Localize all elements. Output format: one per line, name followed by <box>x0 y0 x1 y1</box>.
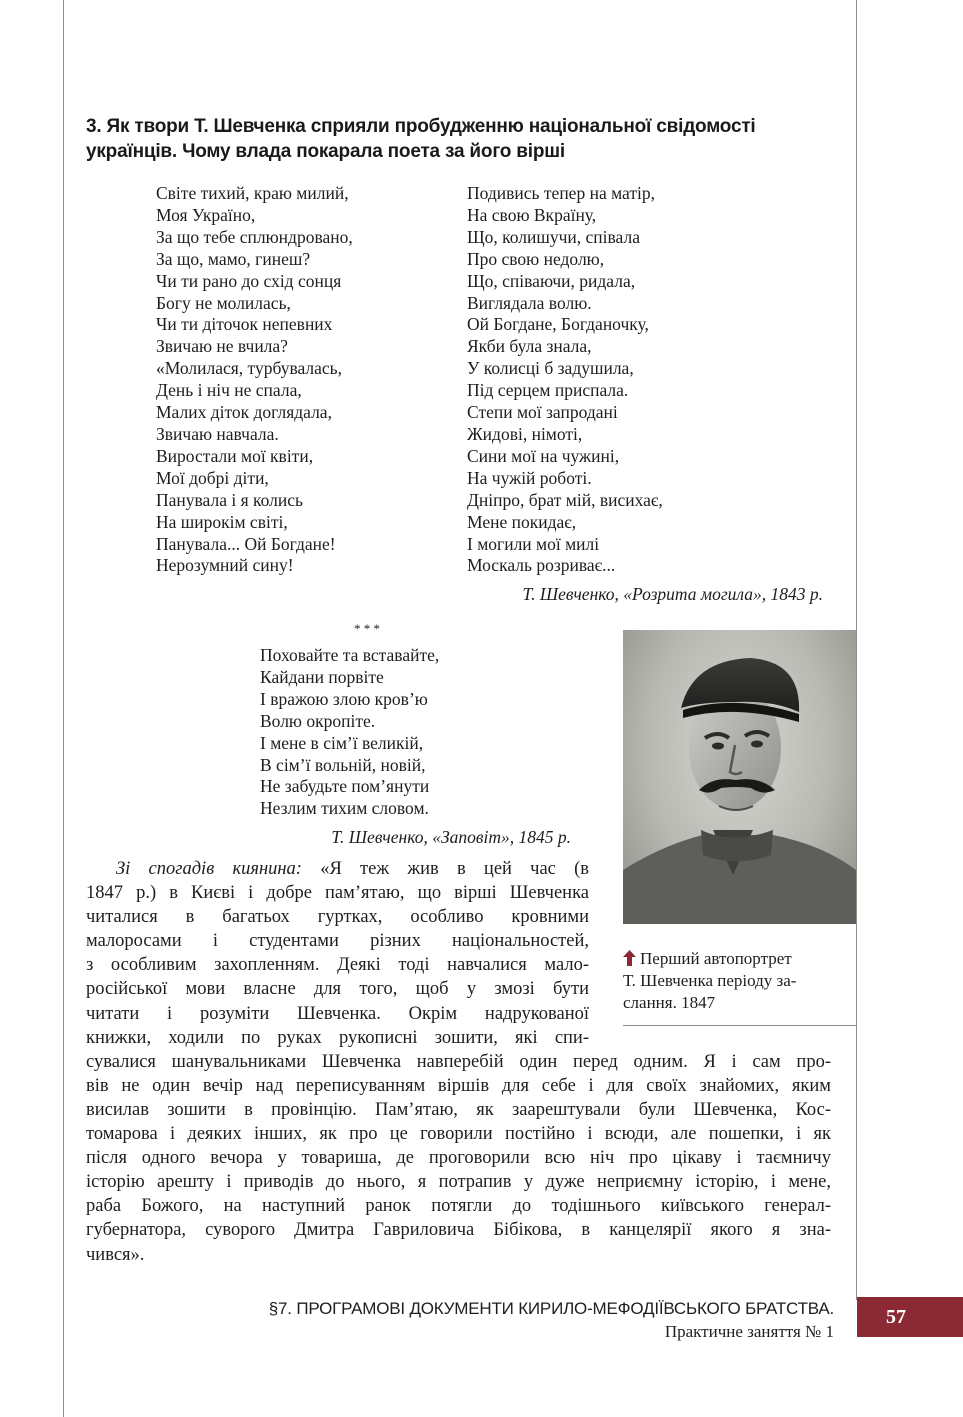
verse-line: Малих діток доглядала, <box>156 402 332 423</box>
memoir-line: малоросами і студентами різних національностей, <box>86 931 589 952</box>
memoir-line: губернатора, суворого Дмитра Гавриловича Бібікова, в канцелярії якого я зна- <box>86 1220 831 1241</box>
verse-line: Жидові, німоті, <box>467 423 583 444</box>
memoir-line: чився». <box>86 1244 145 1265</box>
caption-line: Т. Шевченка періоду за- <box>623 971 797 990</box>
verse-line: Поховайте та вставайте, <box>260 645 440 665</box>
verse-line: День і ніч не спала, <box>156 380 302 401</box>
poem-left-column <box>156 183 353 577</box>
poem-attribution: Т. Шевченко, «Розрита могила», 1843 р. <box>522 584 823 604</box>
caption-line: слання. 1847 <box>623 993 716 1012</box>
memoir-line: читати і розуміти Шевченка. Окрім надрукованої <box>86 1003 589 1024</box>
verse-line: Чи ти рано до схід сонця <box>156 270 342 291</box>
zapovit-stanza <box>260 645 439 820</box>
verse-line: Мої добрі діти, <box>156 467 269 488</box>
verse-line: Москаль розриває... <box>467 555 616 576</box>
verse-line: Степи мої запродані <box>467 402 618 423</box>
verse-line: Сини мої на чужині, <box>467 445 620 466</box>
page-number-badge <box>857 1297 963 1337</box>
memoir-line: вів не один вечір над переписуванням віршів для себе і для своїх знайомих, яким <box>86 1075 831 1096</box>
verse-line: Виглядала волю. <box>467 292 592 313</box>
memoir-line: 1847 р.) в Києві і добре пам’ятаю, що вірші Шевченка <box>86 883 589 904</box>
caption-text: Перший автопортрет <box>640 949 792 968</box>
verse-line: Чи ти діточок непевних <box>156 314 333 335</box>
verse-line: Що, співаючи, ридала, <box>467 270 636 291</box>
memoir-line: з особливим захопленням. Деякі тоді навчалися мало- <box>86 955 589 976</box>
memoir-line: російської мови власне для того, щоб у змозі бути <box>86 979 589 1000</box>
verse-line: На свою Вкраїну, <box>467 204 597 225</box>
verse-line: Світе тихий, краю милий, <box>156 183 349 203</box>
memoir-line: висилав зошити в провінцію. Пам’ятаю, як заарештували були Шевченка, Кос- <box>86 1099 831 1120</box>
verse-line: Богу не молилась, <box>156 292 291 313</box>
memoir-line <box>86 857 589 881</box>
verse-line: Панувала... Ой Богдане! <box>156 533 336 554</box>
right-margin-rule <box>856 0 857 1300</box>
verse-line: І вражою злою кров’ю <box>260 688 428 709</box>
memoir-text: «Я теж жив в цей час (в <box>320 859 590 879</box>
verse-line: Ой Богдане, Богданочку, <box>467 314 649 335</box>
verse-line: Що, колишучи, співала <box>467 226 640 247</box>
question-line: українців. Чому влада покарала поета за його вірші <box>86 141 565 162</box>
verse-line: Нерозумний сину! <box>156 555 294 576</box>
verse-line: Волю окропіте. <box>260 710 376 731</box>
verse-line: Дніпро, брат мій, висихає, <box>467 489 663 510</box>
verse-line: Не забудьте пом’янути <box>260 776 430 797</box>
verse-line: За що тебе сплюндровано, <box>156 226 353 247</box>
left-margin-rule <box>63 0 64 1417</box>
memoir-paragraph <box>86 857 831 1267</box>
memoir-line: історію арешту і приводів до нього, я потрапив у дуже неприємну історію, і мене, <box>86 1172 831 1193</box>
verse-line: Звичаю навчала. <box>156 423 279 444</box>
memoir-line: томарова і деяких інших, як про це говорили постійно і всюди, але пошепки, і як <box>86 1124 831 1145</box>
memoir-line: книжки, ходили по руках рукописні зошити, які спи- <box>86 1027 589 1048</box>
verse-line: Моя Україно, <box>156 204 256 225</box>
verse-line: І могили мої милі <box>467 533 600 554</box>
verse-line: Звичаю не вчила? <box>156 336 288 357</box>
verse-line: Мене покидає, <box>467 511 577 532</box>
verse-line: Незлим тихим словом. <box>260 798 429 819</box>
verse-line: Про свою недолю, <box>467 248 605 269</box>
stanza-attribution: Т. Шевченко, «Заповіт», 1845 р. <box>331 827 571 847</box>
memoir-lead: Зі спогадів киянина: <box>116 859 302 879</box>
verse-line: В сім’ї вольній, новій, <box>260 754 426 775</box>
verse-line: Панувала і я колись <box>156 489 303 510</box>
verse-line: І мене в сім’ї великій, <box>260 732 424 753</box>
verse-line: Якби була знала, <box>467 336 592 357</box>
stanza-separator: * * * <box>354 621 380 636</box>
verse-line: На широкім світі, <box>156 511 288 532</box>
chapter-title: §7. ПРОГРАМОВІ ДОКУМЕНТИ КИРИЛО-МЕФОДІЇВСЬКОГО БРАТСТВА. <box>268 1299 834 1318</box>
verse-line: На чужій роботі. <box>467 467 592 488</box>
poem-right-column <box>467 183 663 577</box>
verse-line: Подивись тепер на матір, <box>467 183 655 203</box>
memoir-line: після одного вечора у товариша, де проговорили всю ніч про цікаву і таємничу <box>86 1148 831 1169</box>
question-line: 3. Як твори Т. Шевченка сприяли пробудженню національної свідомості <box>86 116 756 137</box>
verse-line: Кайдани порвіте <box>260 666 384 687</box>
question-heading <box>86 114 846 164</box>
page-number: 57 <box>886 1305 906 1328</box>
verse-line: У колисці б задушила, <box>467 358 634 379</box>
chapter-subtitle: Практичне заняття № 1 <box>664 1322 834 1341</box>
memoir-line: раба Божого, на наступний ранок потягли до тодішнього київського генерал- <box>86 1196 831 1217</box>
verse-line: «Молилася, турбувалась, <box>156 358 343 379</box>
memoir-line: сувалися шанувальниками Шевченка навперебій один перед одним. Я і сам про- <box>86 1051 831 1072</box>
verse-line: За що, мамо, гинеш? <box>156 248 311 269</box>
verse-line: Під серцем приспала. <box>467 380 629 401</box>
verse-line: Виростали мої квіти, <box>156 445 314 466</box>
memoir-line: читалися в багатьох гуртках, особливо кровними <box>86 907 589 928</box>
